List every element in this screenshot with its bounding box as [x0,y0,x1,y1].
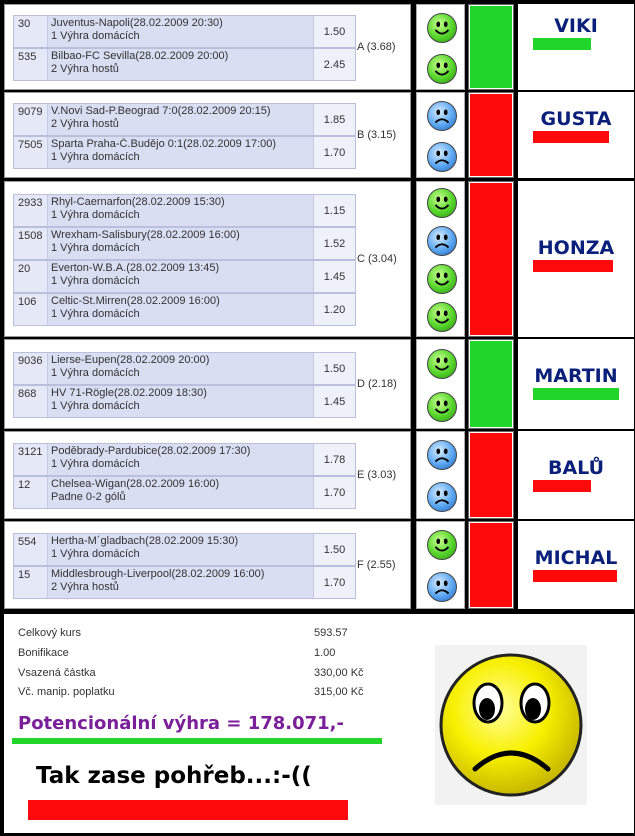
match-bet: 1 Výhra domácích [51,30,140,42]
match-text [51,138,311,164]
match-id: 106 [14,294,48,325]
match-text [51,105,311,131]
summary-label-total-odds: Celkový kurs [18,627,81,639]
match-bet: Padne 0-2 gólů [51,491,126,503]
match-bet: 1 Výhra domácích [51,275,140,287]
match-text [51,196,311,222]
happy-face-icon [427,264,457,294]
match-row [13,533,356,566]
sad-face-icon [427,440,457,470]
player-result-bar [533,480,591,492]
sad-face-icon [427,101,457,131]
loss-indicator [470,183,512,335]
player-name: MARTIN [534,365,618,387]
match-row [13,352,356,385]
match-odds: 1.45 [313,386,355,417]
player-result-bar [533,388,619,400]
match-bet: 2 Výhra hostů [51,118,119,130]
match-odds: 1.70 [313,567,355,598]
result-indicator [468,92,514,178]
summary-label-fee: Vč. manip. poplatku [18,686,115,698]
match-title: Wrexham-Salisbury(28.02.2009 16:00) [51,229,240,241]
match-row [13,227,356,260]
status-column [416,92,465,178]
match-id: 7505 [14,137,48,168]
match-id: 2933 [14,195,48,226]
match-text [51,295,311,321]
sad-face-icon [427,142,457,172]
match-odds: 1.50 [313,16,355,47]
match-bet: 2 Výhra hostů [51,63,119,75]
match-text [51,568,311,594]
match-odds: 1.50 [313,353,355,384]
sad-face-icon [427,226,457,256]
match-title: Bilbao-FC Sevilla(28.02.2009 20:00) [51,50,229,62]
win-indicator [470,341,512,427]
bet-group [4,431,634,519]
status-column [416,339,465,429]
summary-label-bonus: Bonifikace [18,647,69,659]
player-panel [518,92,634,178]
group-label: D (2.18) [357,378,397,390]
match-title: HV 71-Rögle(28.02.2009 18:30) [51,387,207,399]
match-text [51,478,311,504]
match-text [51,354,311,380]
group-label: A (3.68) [357,41,396,53]
summary-value-fee: 315,00 Kč [314,686,364,698]
match-id: 15 [14,567,48,598]
matches-panel [4,4,411,90]
match-id: 12 [14,477,48,508]
player-result-bar [533,570,617,582]
bet-group [4,339,634,429]
match-row [13,260,356,293]
match-row [13,48,356,81]
match-id: 20 [14,261,48,292]
match-text [51,50,311,76]
match-bet: 1 Výhra domácích [51,242,140,254]
potential-win-underline [12,738,382,744]
player-name: GUSTA [540,108,612,130]
match-id: 3121 [14,444,48,475]
match-id: 554 [14,534,48,565]
match-id: 9036 [14,353,48,384]
player-name: MICHAL [534,547,618,569]
match-bet: 1 Výhra domácích [51,151,140,163]
sad-face-icon [427,572,457,602]
loss-indicator [470,433,512,517]
match-title: Celtic-St.Mirren(28.02.2009 16:00) [51,295,220,307]
win-indicator [470,6,512,88]
matches-panel [4,92,411,178]
match-text [51,387,311,413]
match-title: Rhyl-Caernarfon(28.02.2009 15:30) [51,196,225,208]
matches-panel [4,181,411,337]
big-sad-smiley-frame [435,645,587,805]
match-bet: 1 Výhra domácích [51,400,140,412]
group-label: E (3.03) [357,469,397,481]
result-indicator [468,431,514,519]
match-odds: 1.45 [313,261,355,292]
happy-face-icon [427,392,457,422]
match-odds: 1.20 [313,294,355,325]
summary-value-bonus: 1.00 [314,647,336,659]
match-odds: 2.45 [313,49,355,80]
match-title: Hertha-M´gladbach(28.02.2009 15:30) [51,535,239,547]
match-title: Lierse-Eupen(28.02.2009 20:00) [51,354,210,366]
match-title: Middlesbrough-Liverpool(28.02.2009 16:00) [51,568,265,580]
match-row [13,385,356,418]
player-result-bar [533,260,613,272]
match-row [13,293,356,326]
match-text [51,17,311,43]
happy-face-icon [427,302,457,332]
summary-value-total-odds: 593.57 [314,627,348,639]
group-label: C (3.04) [357,253,397,265]
match-id: 30 [14,16,48,47]
comment-red-bar [28,800,348,820]
match-row [13,476,356,509]
player-name: BALŮ [547,457,605,479]
player-result-bar [533,38,591,50]
match-text [51,229,311,255]
matches-panel [4,521,411,609]
player-name: VIKI [554,15,598,37]
bet-group [4,521,634,609]
match-row [13,194,356,227]
match-odds: 1.85 [313,104,355,135]
result-indicator [468,4,514,90]
comment-text: Tak zase pohřeb...:-(( [36,763,312,789]
matches-panel [4,431,411,519]
match-odds: 1.70 [313,137,355,168]
status-column [416,431,465,519]
status-column [416,181,465,337]
player-panel [518,181,634,337]
status-column [416,4,465,90]
player-panel [518,431,634,519]
player-panel [518,4,634,90]
match-title: Chelsea-Wigan(28.02.2009 16:00) [51,478,220,490]
player-panel [518,521,634,609]
match-odds: 1.70 [313,477,355,508]
loss-indicator [470,523,512,607]
summary-label-stake: Vsazená částka [18,667,96,679]
match-title: Everton-W.B.A.(28.02.2009 13:45) [51,262,220,274]
match-title: Juventus-Napoli(28.02.2009 20:30) [51,17,223,29]
match-id: 1508 [14,228,48,259]
match-row [13,443,356,476]
match-text [51,262,311,288]
match-bet: 1 Výhra domácích [51,458,140,470]
match-title: V.Novi Sad-P.Beograd 7:0(28.02.2009 20:15) [51,105,271,117]
match-bet: 1 Výhra domácích [51,308,140,320]
group-label: B (3.15) [357,129,397,141]
match-id: 9079 [14,104,48,135]
match-odds: 1.52 [313,228,355,259]
match-title: Sparta Praha-Č.Budějo 0:1(28.02.2009 17:00) [51,138,277,150]
bet-group [4,181,634,337]
bet-group [4,92,634,178]
player-name: HONZA [537,237,615,259]
match-row [13,15,356,48]
match-text [51,445,311,471]
loss-indicator [470,94,512,176]
happy-face-icon [427,188,457,218]
result-indicator [468,521,514,609]
sad-face-icon [427,482,457,512]
summary-value-stake: 330,00 Kč [314,667,364,679]
big-sad-face-icon [435,645,587,805]
match-row [13,136,356,169]
result-indicator [468,181,514,337]
match-row [13,566,356,599]
match-row [13,103,356,136]
group-label: F (2.55) [357,559,396,571]
player-result-bar [533,131,609,143]
happy-face-icon [427,13,457,43]
bet-group [4,4,634,90]
match-odds: 1.15 [313,195,355,226]
happy-face-icon [427,530,457,560]
match-odds: 1.78 [313,444,355,475]
happy-face-icon [427,54,457,84]
match-title: Poděbrady-Pardubice(28.02.2009 17:30) [51,445,251,457]
player-panel [518,339,634,429]
result-indicator [468,339,514,429]
matches-panel [4,339,411,429]
summary-panel [4,614,634,833]
match-text [51,535,311,561]
match-id: 535 [14,49,48,80]
happy-face-icon [427,349,457,379]
match-bet: 1 Výhra domácích [51,209,140,221]
match-odds: 1.50 [313,534,355,565]
match-bet: 2 Výhra hostů [51,581,119,593]
match-bet: 1 Výhra domácích [51,367,140,379]
match-bet: 1 Výhra domácích [51,548,140,560]
match-id: 868 [14,386,48,417]
potential-win-text: Potencionální výhra = 178.071,- [18,713,344,734]
status-column [416,521,465,609]
